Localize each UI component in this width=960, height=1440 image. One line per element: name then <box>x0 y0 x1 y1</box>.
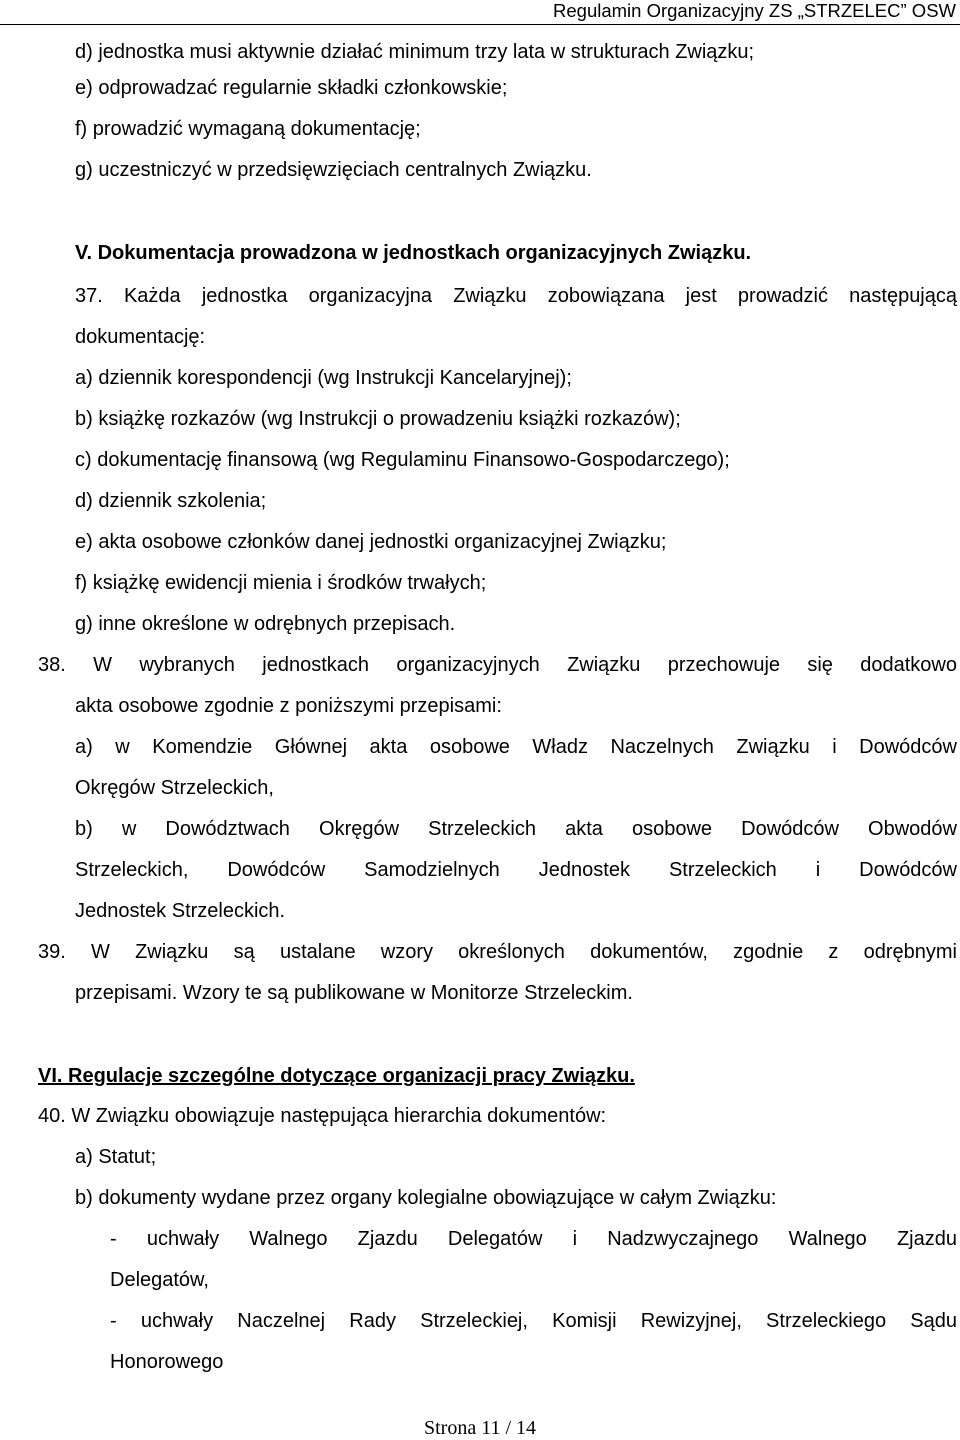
paragraph-38-item-b-line3: Jednostek Strzeleckich. <box>75 900 286 922</box>
document-header: Regulamin Organizacyjny ZS „STRZELEC” OSW <box>553 0 956 21</box>
paragraph-40-item-b: b) dokumenty wydane przez organy kolegialne obowiązujące w całym Związku: <box>75 1187 777 1209</box>
header-rule <box>0 24 960 25</box>
paragraph-40-subitem-2-line1: - uchwały Naczelnej Rady Strzeleckiej, Komisji Rewizyjnej, Strzeleckiego Sądu <box>110 1310 957 1332</box>
paragraph-37-item-b: b) książkę rozkazów (wg Instrukcji o prowadzeniu książki rozkazów); <box>75 408 681 430</box>
paragraph-40-subitem-2-line2: Honorowego <box>110 1351 224 1373</box>
paragraph-38-item-a-line1: a) w Komendzie Głównej akta osobowe Władz Naczelnych Związku i Dowódców <box>75 736 957 758</box>
paragraph-37-item-c: c) dokumentację finansową (wg Regulaminu Finansowo-Gospodarczego); <box>75 449 730 471</box>
paragraph-40-subitem-1-line1: - uchwały Walnego Zjazdu Delegatów i Nadzwyczajnego Walnego Zjazdu <box>110 1228 957 1250</box>
paragraph-39-line2: przepisami. Wzory te są publikowane w Monitorze Strzeleckim. <box>75 982 633 1004</box>
paragraph-40-item-a: a) Statut; <box>75 1146 157 1168</box>
paragraph-37-line1: 37. Każda jednostka organizacyjna Związku zobowiązana jest prowadzić następującą <box>75 285 957 307</box>
paragraph-37-item-d: d) dziennik szkolenia; <box>75 490 267 512</box>
list-item-f: f) prowadzić wymaganą dokumentację; <box>75 118 421 140</box>
paragraph-38-item-a-line2: Okręgów Strzeleckich, <box>75 777 274 799</box>
section-heading-v: V. Dokumentacja prowadzona w jednostkach organizacyjnych Związku. <box>75 242 752 264</box>
paragraph-37-line2: dokumentację: <box>75 326 206 348</box>
section-heading-vi: VI. Regulacje szczególne dotyczące organizacji pracy Związku. <box>38 1065 635 1087</box>
paragraph-40-subitem-1-line2: Delegatów, <box>110 1269 209 1291</box>
paragraph-37-item-f: f) książkę ewidencji mienia i środków trwałych; <box>75 572 487 594</box>
page-number: Strona 11 / 14 <box>423 1417 537 1439</box>
paragraph-38-item-b-line1: b) w Dowództwach Okręgów Strzeleckich akta osobowe Dowódców Obwodów <box>75 818 957 840</box>
paragraph-39-line1: 39. W Związku są ustalane wzory określonych dokumentów, zgodnie z odrębnymi <box>38 941 957 963</box>
paragraph-38-item-b-line2: Strzeleckich, Dowódców Samodzielnych Jednostek Strzeleckich i Dowódców <box>75 859 957 881</box>
paragraph-37-item-a: a) dziennik korespondencji (wg Instrukcji Kancelaryjnej); <box>75 367 572 389</box>
paragraph-38-line1: 38. W wybranych jednostkach organizacyjnych Związku przechowuje się dodatkowo <box>38 654 957 676</box>
paragraph-37-item-e: e) akta osobowe członków danej jednostki organizacyjnej Związku; <box>75 531 667 553</box>
list-item-d: d) jednostka musi aktywnie działać minimum trzy lata w strukturach Związku; <box>75 41 755 63</box>
list-item-g: g) uczestniczyć w przedsięwzięciach centralnych Związku. <box>75 159 592 181</box>
paragraph-37-item-g: g) inne określone w odrębnych przepisach. <box>75 613 456 635</box>
list-item-e: e) odprowadzać regularnie składki członkowskie; <box>75 77 508 99</box>
paragraph-38-line2: akta osobowe zgodnie z poniższymi przepisami: <box>75 695 502 717</box>
paragraph-40-line1: 40. W Związku obowiązuje następująca hierarchia dokumentów: <box>38 1105 607 1127</box>
